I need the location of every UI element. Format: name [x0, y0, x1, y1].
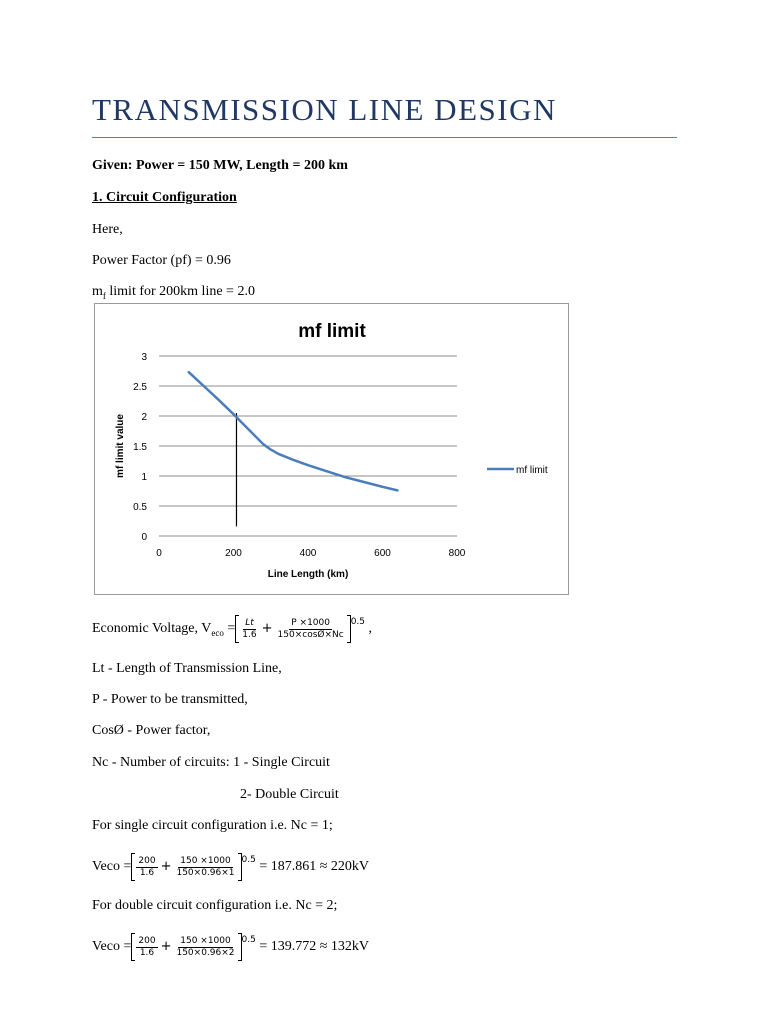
legend-label: mf limit	[516, 465, 548, 476]
economic-voltage-formula	[92, 614, 372, 648]
frac-den: 150×0.96×2	[176, 947, 235, 958]
veco-label: Economic Voltage, V	[92, 621, 212, 637]
section-heading: 1. Circuit Configuration	[92, 190, 237, 205]
double-result: = 139.772 ≈ 132kV	[259, 939, 370, 955]
exponent: 0.5	[241, 935, 256, 945]
frac-num: 150 ×1000	[180, 935, 231, 946]
x-tick-label: 600	[374, 548, 391, 559]
y-tick-label: 1.5	[133, 442, 147, 453]
fraction-length	[136, 856, 157, 879]
x-tick-label: 400	[299, 548, 317, 559]
fraction-power	[174, 936, 236, 959]
veco-label: Veco =	[92, 859, 132, 875]
bracket-left	[131, 853, 135, 881]
y-tick-label: 0.5	[133, 502, 147, 513]
y-axis-label: mf limit value	[115, 414, 126, 478]
power-factor-line: Power Factor (pf) = 0.96	[92, 253, 231, 268]
y-tick-label: 2.5	[133, 382, 147, 393]
frac-num: 200	[138, 935, 156, 946]
formula-comma: ,	[368, 621, 373, 637]
mf-sub: f	[102, 290, 106, 301]
frac-num: 200	[138, 855, 156, 866]
frac-den: 1.6	[139, 947, 155, 958]
single-circuit-formula	[92, 852, 369, 882]
y-tick-label: 2	[141, 412, 147, 423]
single-result: = 187.861 ≈ 220kV	[259, 859, 370, 875]
mf-suffix: limit for 200km line = 2.0	[105, 284, 255, 299]
definition-nc: Nc - Number of circuits: 1 - Single Circuit	[92, 755, 330, 770]
mf-limit-line	[92, 283, 255, 305]
x-axis-label: Line Length (km)	[267, 569, 349, 580]
frac-den: 150×0.96×1	[176, 867, 235, 878]
double-circuit-intro: For double circuit configuration i.e. Nc = 2;	[92, 898, 338, 913]
frac-den: 1.6	[242, 629, 257, 640]
definition-lt: Lt - Length of Transmission Line,	[92, 661, 282, 676]
here-text: Here,	[92, 222, 123, 237]
veco-eq: =	[223, 621, 236, 637]
x-tick-label: 200	[225, 548, 242, 559]
page-title: TRANSMISSION LINE DESIGN	[92, 92, 557, 127]
fraction-power	[174, 856, 236, 879]
chart-frame	[94, 303, 569, 595]
frac-den: 1.6	[139, 867, 155, 878]
definition-nc-double: 2- Double Circuit	[240, 787, 339, 802]
plus-sign: +	[261, 621, 273, 636]
plus-sign: +	[160, 859, 172, 874]
bracket-right	[238, 933, 242, 961]
fraction-lt	[240, 618, 258, 641]
fraction-p	[276, 618, 346, 641]
frac-num: 150 ×1000	[180, 855, 231, 866]
y-tick-label: 1	[141, 472, 147, 483]
fraction-length	[136, 936, 157, 959]
definition-p: P - Power to be transmitted,	[92, 692, 248, 707]
x-tick-label: 800	[448, 548, 466, 559]
single-circuit-intro: For single circuit configuration i.e. Nc = 1;	[92, 818, 333, 833]
series-line-mf-limit	[189, 372, 398, 490]
exponent: 0.5	[350, 617, 366, 627]
frac-num: P ×1000	[291, 617, 330, 628]
definition-cos: CosØ - Power factor,	[92, 723, 211, 738]
chart-series	[189, 372, 398, 490]
x-tick-label: 0	[156, 548, 162, 559]
y-tick-label: 0	[141, 532, 147, 543]
x-tick-labels	[156, 548, 466, 559]
given-line: Given: Power = 150 MW, Length = 200 km	[92, 158, 348, 173]
mf-m: m	[92, 284, 103, 299]
plus-sign: +	[160, 939, 172, 954]
veco-sub: eco	[211, 628, 224, 639]
double-circuit-formula	[92, 932, 369, 962]
chart-gridlines	[159, 356, 457, 536]
chart-title: mf limit	[298, 321, 366, 342]
bracket-right	[238, 853, 242, 881]
mf-limit-chart	[95, 304, 568, 594]
exponent: 0.5	[241, 855, 256, 865]
frac-den: 150×cosØ×Nc	[277, 629, 344, 640]
y-tick-label: 3	[141, 352, 147, 363]
chart-legend	[487, 465, 548, 476]
bracket-left	[131, 933, 135, 961]
veco-label: Veco =	[92, 939, 132, 955]
y-tick-labels	[133, 352, 147, 543]
title-underline	[92, 137, 677, 138]
bracket-left	[235, 615, 239, 643]
frac-num: Lt	[245, 617, 254, 628]
